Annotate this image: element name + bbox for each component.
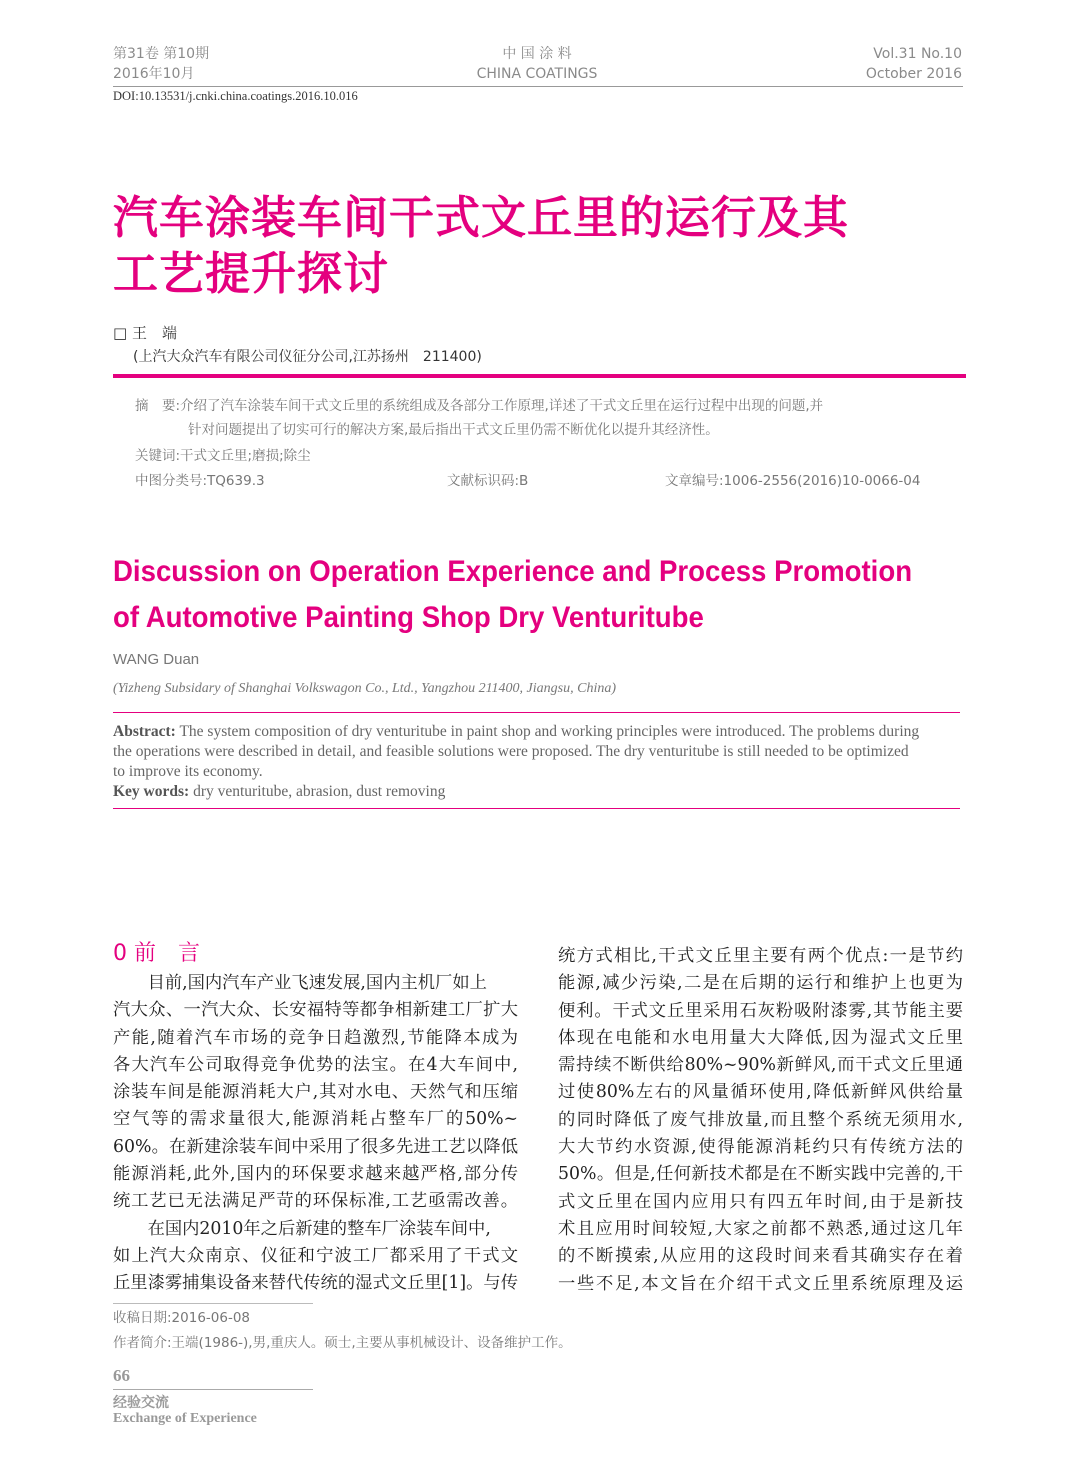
body-line: 统工艺已无法满足严苛的环保标准,工艺亟需改善。 — [113, 1191, 518, 1212]
header-center — [437, 44, 637, 84]
author-cn: □ 王 端 — [113, 324, 177, 342]
abstract-top-rule — [113, 712, 960, 713]
title-cn-line: 工艺提升探讨 — [113, 247, 390, 300]
title-en-line: of Automotive Painting Shop Dry Venturitube — [113, 601, 704, 634]
author-bio: 作者简介:王端(1986-),男,重庆人。硕士,主要从事机械设计、设备维护工作。 — [113, 1335, 572, 1351]
body-line: 汽大众、一汽大众、长安福特等都争相新建工厂扩大 — [113, 1000, 518, 1021]
abstract-cn — [135, 394, 823, 442]
affiliation-en: (Yizheng Subsidary of Shanghai Volkswagon Co., Ltd., Yangzhou 211400, Jiangsu, China) — [113, 681, 616, 696]
article-number: 文章编号:1006-2556(2016)10-0066-04 — [665, 473, 921, 489]
author-en: WANG Duan — [113, 651, 200, 668]
abstract-en — [113, 722, 919, 802]
page-number: 66 — [113, 1366, 130, 1385]
body-line: 术且应用时间较短,大家之前都不熟悉,通过这几年 — [558, 1218, 963, 1239]
journal-cn: 中 国 涂 料 — [502, 46, 572, 62]
body-line: 便利。干式文丘里采用石灰粉吸附漆雾,其节能主要 — [558, 1000, 963, 1021]
doc-code: 文献标识码:B — [447, 473, 529, 489]
classification: 中图分类号:TQ639.3 — [135, 473, 265, 489]
date-en: October 2016 — [865, 66, 962, 82]
body-line: 过使80%左右的风量循环使用,降低新鲜风供给量 — [558, 1082, 963, 1103]
section-heading: 0 前 言 — [113, 941, 200, 966]
right-column — [558, 943, 963, 1298]
body-line: 一些不足,本文旨在介绍干式文丘里系统原理及运 — [558, 1273, 963, 1294]
body-line: 50%。但是,任何新技术都是在不断实践中完善的,干 — [558, 1164, 963, 1185]
title-cn — [113, 190, 849, 302]
keywords-cn: 关键词:干式文丘里;磨损;除尘 — [135, 448, 311, 464]
body-line: 60%。在新建涂装车间中采用了很多先进工艺以降低 — [113, 1136, 518, 1157]
body-line: 需持续不断供给80%~90%新鲜风,而干式文丘里通 — [558, 1055, 963, 1076]
abstract-cn-line: 针对问题提出了切实可行的解决方案,最后指出干式文丘里仍需不断优化以提升其经济性。 — [188, 422, 719, 438]
body-line: 涂装车间是能源消耗大户,其对水电、天然气和压缩 — [113, 1082, 518, 1103]
abstract-en-line: the operations were described in detail, and feasible solutions were proposed. The dry venturitube is still needed to be optimized — [113, 743, 909, 760]
header-right — [866, 44, 962, 84]
body-line: 丘里漆雾捕集设备来替代传统的湿式文丘里[1]。与传 — [113, 1273, 518, 1294]
abstract-en-line: The system composition of dry venturitube in paint shop and working principles were introduced. The problems during — [175, 723, 920, 740]
body-line: 目前,国内汽车产业飞速发展,国内主机厂如上 — [113, 973, 487, 993]
doi: DOI:10.13531/j.cnki.china.coatings.2016.10.016 — [113, 89, 358, 103]
body-line: 式文丘里在国内应用只有四五年时间,由于是新技 — [558, 1191, 963, 1212]
title-cn-line: 汽车涂装车间干式文丘里的运行及其 — [113, 191, 850, 244]
body-line: 大大节约水资源,使得能源消耗约只有传统方法的 — [558, 1137, 963, 1158]
body-line: 体现在电能和水电用量大大降低,因为湿式文丘里 — [558, 1027, 963, 1048]
footnote-rule — [113, 1303, 313, 1304]
body-line: 空气等的需求量很大,能源消耗占整车厂的50%~ — [113, 1109, 518, 1130]
received-date: 收稿日期:2016-06-08 — [113, 1310, 251, 1326]
body-line: 统方式相比,干式文丘里主要有两个优点:一是节约 — [558, 946, 963, 966]
abstract-label: Abstract: — [113, 723, 176, 740]
header-left — [113, 44, 209, 84]
abstract-cn-line: 摘 要:介绍了汽车涂装车间干式文丘里的系统组成及各部分工作原理,详述了干式文丘里在运行过程中出现的问题,并 — [135, 398, 824, 414]
body-line: 在国内2010年之后新建的整车厂涂装车间中, — [113, 1218, 491, 1239]
body-line: 能源,减少污染,二是在后期的运行和维护上也更为 — [558, 973, 963, 994]
left-column — [113, 970, 518, 1298]
footer-rule — [113, 1389, 313, 1390]
keywords-en: dry venturitube, abrasion, dust removing — [189, 783, 446, 800]
keywords-label: Key words: — [113, 783, 190, 800]
header-rule — [113, 86, 963, 87]
title-en — [113, 549, 912, 641]
affiliation-cn: (上汽大众汽车有限公司仪征分公司,江苏扬州 211400) — [133, 349, 482, 365]
abstract-en-line: to improve its economy. — [113, 763, 263, 780]
footnote — [113, 1306, 572, 1356]
abstract-bottom-rule — [113, 808, 960, 809]
volume-en: Vol.31 No.10 — [873, 46, 962, 62]
body-line: 的不断摸索,从应用的这段时间来看其确实存在着 — [558, 1246, 963, 1267]
body-line: 各大汽车公司取得竞争优势的法宝。在4大车间中, — [113, 1054, 518, 1075]
volume-cn: 第31卷 第10期 — [113, 46, 210, 62]
body-line: 能源消耗,此外,国内的环保要求越来越严格,部分传 — [113, 1164, 518, 1185]
footer-section-cn: 经验交流 — [113, 1395, 169, 1411]
footer-section-en: Exchange of Experience — [113, 1411, 257, 1426]
title-en-line: Discussion on Operation Experience and Process Promotion — [113, 555, 913, 588]
date-cn: 2016年10月 — [113, 66, 195, 82]
body-line: 如上汽大众南京、仪征和宁波工厂都采用了干式文 — [113, 1245, 518, 1266]
body-line: 的同时降低了废气排放量,而且整个系统无须用水, — [558, 1109, 963, 1130]
journal-en: CHINA COATINGS — [476, 66, 598, 82]
body-line: 产能,随着汽车市场的竞争日趋激烈,节能降本成为 — [113, 1027, 518, 1048]
pink-rule — [113, 374, 966, 378]
